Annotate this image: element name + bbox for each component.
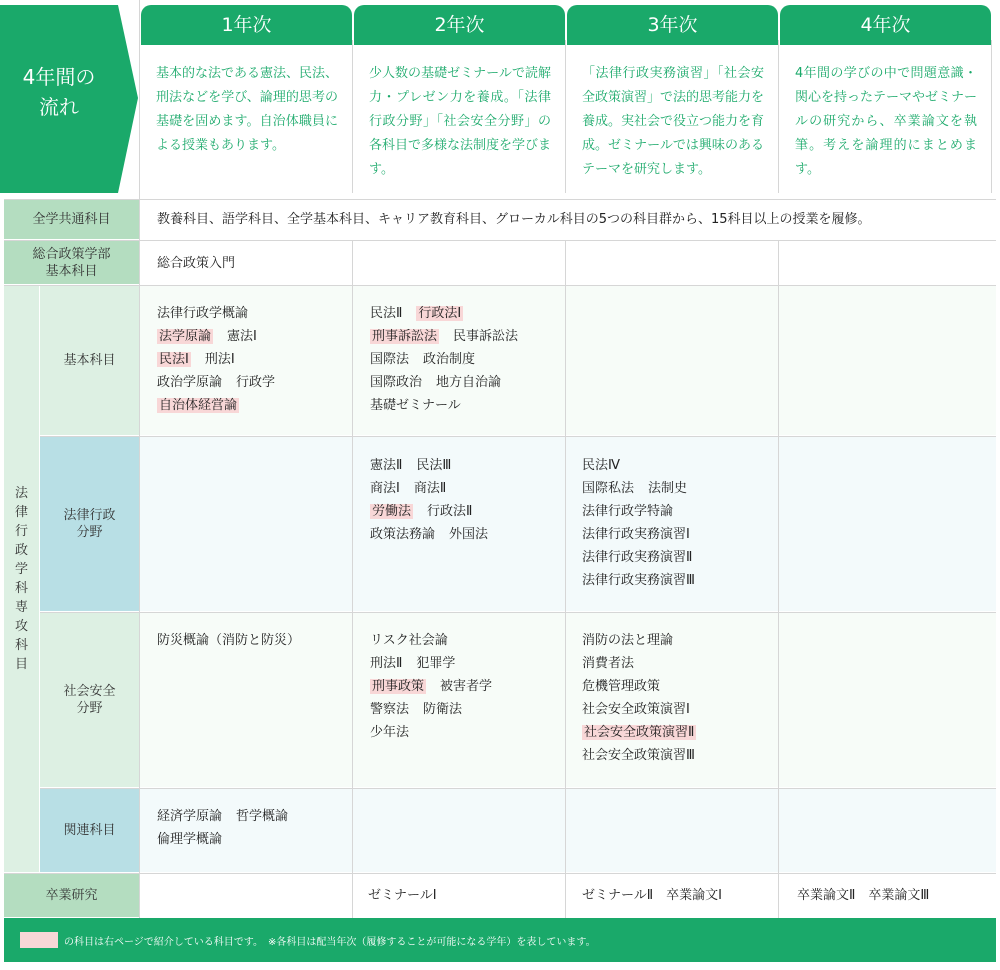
safety-y1 — [157, 629, 300, 652]
subject-item: 哲学概論 — [236, 809, 289, 824]
law-y3 — [582, 454, 695, 592]
subject-item: 憲法Ⅰ — [227, 329, 257, 344]
subject-item: 防災概論（消防と防災） — [157, 633, 301, 648]
subject-item: 消費者法 — [582, 656, 635, 671]
row-label-basic: 基本科目 — [40, 286, 139, 435]
subject-line — [370, 500, 488, 523]
subject-line — [370, 652, 492, 675]
year-desc-3: 「法律行政実務演習」「社会安全政策演習」で法的思考能力を養成。実社会で役立つ能力を育成。ゼミナールでは興味のあるテーマを研究します。 — [582, 66, 765, 177]
subject-item: 倫理学概論 — [157, 832, 223, 847]
subject-item: 法律行政実務演習Ⅰ — [582, 527, 690, 542]
subject-item: 刑事政策 — [372, 679, 425, 694]
subject-item: 民法Ⅳ — [582, 458, 620, 473]
grid-line — [778, 40, 779, 193]
law-y2 — [370, 454, 488, 546]
subject-item: 法律行政実務演習Ⅲ — [582, 573, 695, 588]
subject-item: 政治制度 — [423, 352, 476, 367]
subject-item: 法律行政学特論 — [582, 504, 674, 519]
subject-item: 法学原論 — [159, 329, 212, 344]
subject-item: 労働法 — [372, 504, 412, 519]
thesis-y4: 卒業論文Ⅱ 卒業論文Ⅲ — [797, 888, 930, 903]
grid-line — [4, 199, 996, 200]
subject-line — [370, 675, 492, 698]
grid-line — [565, 241, 566, 918]
footer-legend — [4, 918, 996, 962]
row-label-safety — [40, 613, 139, 787]
safety-label-line2: 分野 — [76, 701, 103, 716]
grid-line — [139, 0, 140, 918]
year-tab-2: 2年次 — [354, 5, 565, 45]
flow-title-line2: 流れ — [39, 95, 79, 119]
grid-line — [778, 241, 779, 918]
law-row-bg — [140, 437, 996, 611]
basic-y1 — [157, 302, 275, 417]
row-label-faculty — [4, 241, 139, 284]
subject-item: 国際私法 — [582, 481, 635, 496]
major-label-char: 専 — [14, 600, 28, 615]
grid-line — [4, 285, 996, 286]
subject-item: 外国法 — [449, 527, 489, 542]
subject-item: 法律行政学概論 — [157, 306, 249, 321]
safety-y2 — [370, 629, 492, 744]
year-desc-4: 4年間の学びの中で問題意識・関心を持ったテーマやゼミナールの研究から、卒業論文を執筆。考えを論理的にまとめます。 — [795, 66, 978, 177]
grid-line — [40, 612, 996, 613]
law-label-line1: 法律行政 — [63, 508, 116, 523]
subject-item: 行政法Ⅰ — [418, 306, 462, 321]
subject-line — [157, 828, 288, 851]
subject-line — [370, 454, 488, 477]
row-label-common: 全学共通科目 — [4, 200, 139, 239]
subject-item: 刑法Ⅱ — [370, 656, 403, 671]
safety-label-line1: 社会安全 — [63, 684, 116, 699]
subject-line — [370, 698, 492, 721]
subject-item: 民法Ⅱ — [370, 306, 403, 321]
subject-line — [582, 523, 695, 546]
major-label-char: 目 — [14, 657, 28, 672]
row-label-thesis: 卒業研究 — [4, 874, 139, 917]
subject-line — [582, 500, 695, 523]
major-label-char: 科 — [14, 638, 28, 653]
common-subjects-text: 教養科目、語学科目、全学基本科目、キャリア教育科目、グローカル科目の5つの科目群から、15科目以上の授業を履修。 — [140, 200, 996, 239]
subject-item: 政治学原論 — [157, 375, 223, 390]
subject-line — [157, 348, 275, 371]
subject-line — [582, 698, 696, 721]
subject-line — [582, 546, 695, 569]
law-label-line2: 分野 — [76, 525, 103, 540]
year-tab-1: 1年次 — [141, 5, 352, 45]
major-group-label — [4, 286, 39, 872]
subject-item: 自治体経営論 — [159, 398, 238, 413]
subject-line — [370, 394, 518, 417]
subject-item: 地方自治論 — [436, 375, 502, 390]
subject-item: 民事訴訟法 — [453, 329, 519, 344]
subject-item: 社会安全政策演習Ⅲ — [582, 748, 695, 763]
subject-item: 行政学 — [236, 375, 276, 390]
subject-item: 警察法 — [370, 702, 410, 717]
grid-line — [40, 436, 996, 437]
safety-y3 — [582, 629, 696, 767]
subject-item: 少年法 — [370, 725, 410, 740]
subject-line — [370, 721, 492, 744]
subject-item: 犯罪学 — [416, 656, 456, 671]
subject-line — [157, 394, 275, 417]
grid-line — [4, 873, 996, 874]
subject-item: 商法Ⅰ — [370, 481, 400, 496]
major-label-char: 法 — [14, 486, 28, 501]
thesis-y3: ゼミナールⅡ 卒業論文Ⅰ — [582, 888, 722, 903]
subject-line — [582, 744, 696, 767]
faculty-label-line1: 総合政策学部 — [32, 246, 111, 262]
major-label-char: 行 — [14, 524, 28, 539]
subject-item: 消防の法と理論 — [582, 633, 674, 648]
major-label-char: 学 — [14, 562, 28, 577]
grid-line — [565, 40, 566, 193]
subject-line — [582, 569, 695, 592]
flow-title-line1: 4年間の — [22, 65, 96, 89]
subject-line — [370, 523, 488, 546]
subject-item: 憲法Ⅱ — [370, 458, 403, 473]
flow-title — [0, 62, 118, 122]
major-label-char: 科 — [14, 581, 28, 596]
subject-item: 基礎ゼミナール — [370, 398, 461, 413]
subject-item: リスク社会論 — [370, 633, 448, 648]
highlight-swatch — [20, 932, 58, 948]
subject-item: 経済学原論 — [157, 809, 223, 824]
year-tab-3: 3年次 — [567, 5, 778, 45]
faculty-label-line2: 基本科目 — [45, 263, 98, 279]
subject-line — [370, 302, 518, 325]
subject-item: 危機管理政策 — [582, 679, 661, 694]
subject-item: 法律行政実務演習Ⅱ — [582, 550, 693, 565]
subject-line — [157, 302, 275, 325]
subject-line — [582, 675, 696, 698]
major-label-char: 攻 — [14, 619, 28, 634]
subject-item: 社会安全政策演習Ⅱ — [584, 725, 695, 740]
subject-item: 被害者学 — [440, 679, 493, 694]
subject-item: 国際法 — [370, 352, 410, 367]
major-label-char: 律 — [14, 505, 28, 520]
grid-line — [352, 241, 353, 918]
subject-item: 政策法務論 — [370, 527, 436, 542]
subject-line — [370, 348, 518, 371]
subject-item: 刑法Ⅰ — [204, 352, 235, 367]
subject-line — [582, 629, 696, 652]
related-y1 — [157, 805, 288, 851]
subject-item: 民法Ⅰ — [159, 352, 189, 367]
major-label-char: 政 — [14, 543, 28, 558]
subject-line — [157, 629, 300, 652]
subject-line — [157, 325, 275, 348]
subject-line — [370, 477, 488, 500]
thesis-y2: ゼミナールⅠ — [368, 888, 437, 903]
basic-y2 — [370, 302, 518, 417]
subject-item: 行政法Ⅱ — [427, 504, 473, 519]
subject-line — [582, 721, 696, 744]
subject-line — [370, 371, 518, 394]
grid-line — [40, 788, 996, 789]
year-tab-4: 4年次 — [780, 5, 991, 45]
year-desc-2: 少人数の基礎ゼミナールで読解力・プレゼン力を養成。「法律行政分野」「社会安全分野」の各科目で多様な法制度を学びます。 — [369, 66, 552, 177]
subject-line — [582, 477, 695, 500]
subject-line — [582, 652, 696, 675]
subject-line — [582, 454, 695, 477]
subject-item: 法制史 — [648, 481, 688, 496]
grid-line — [991, 40, 992, 193]
subject-item: 防衛法 — [423, 702, 463, 717]
subject-item: 刑事訴訟法 — [372, 329, 438, 344]
subject-item: 国際政治 — [370, 375, 423, 390]
subject-item: 社会安全政策演習Ⅰ — [582, 702, 690, 717]
subject-line — [157, 371, 275, 394]
subject-line — [370, 325, 518, 348]
year-desc-1: 基本的な法である憲法、民法、刑法などを学び、論理的思考の基礎を固めます。自治体職員による授業もあります。 — [156, 66, 339, 153]
grid-line — [4, 240, 996, 241]
faculty-y1: 総合政策入門 — [140, 241, 996, 284]
row-label-related: 関連科目 — [40, 789, 139, 872]
subject-line — [157, 805, 288, 828]
grid-line — [352, 40, 353, 193]
footer-note: の科目は右ページで紹介している科目です。 ※各科目は配当年次（履修することが可能になる学年）を表しています。 — [64, 937, 596, 948]
row-label-law — [40, 437, 139, 611]
subject-item: 商法Ⅱ — [413, 481, 447, 496]
subject-line — [370, 629, 492, 652]
subject-item: 民法Ⅲ — [416, 458, 452, 473]
